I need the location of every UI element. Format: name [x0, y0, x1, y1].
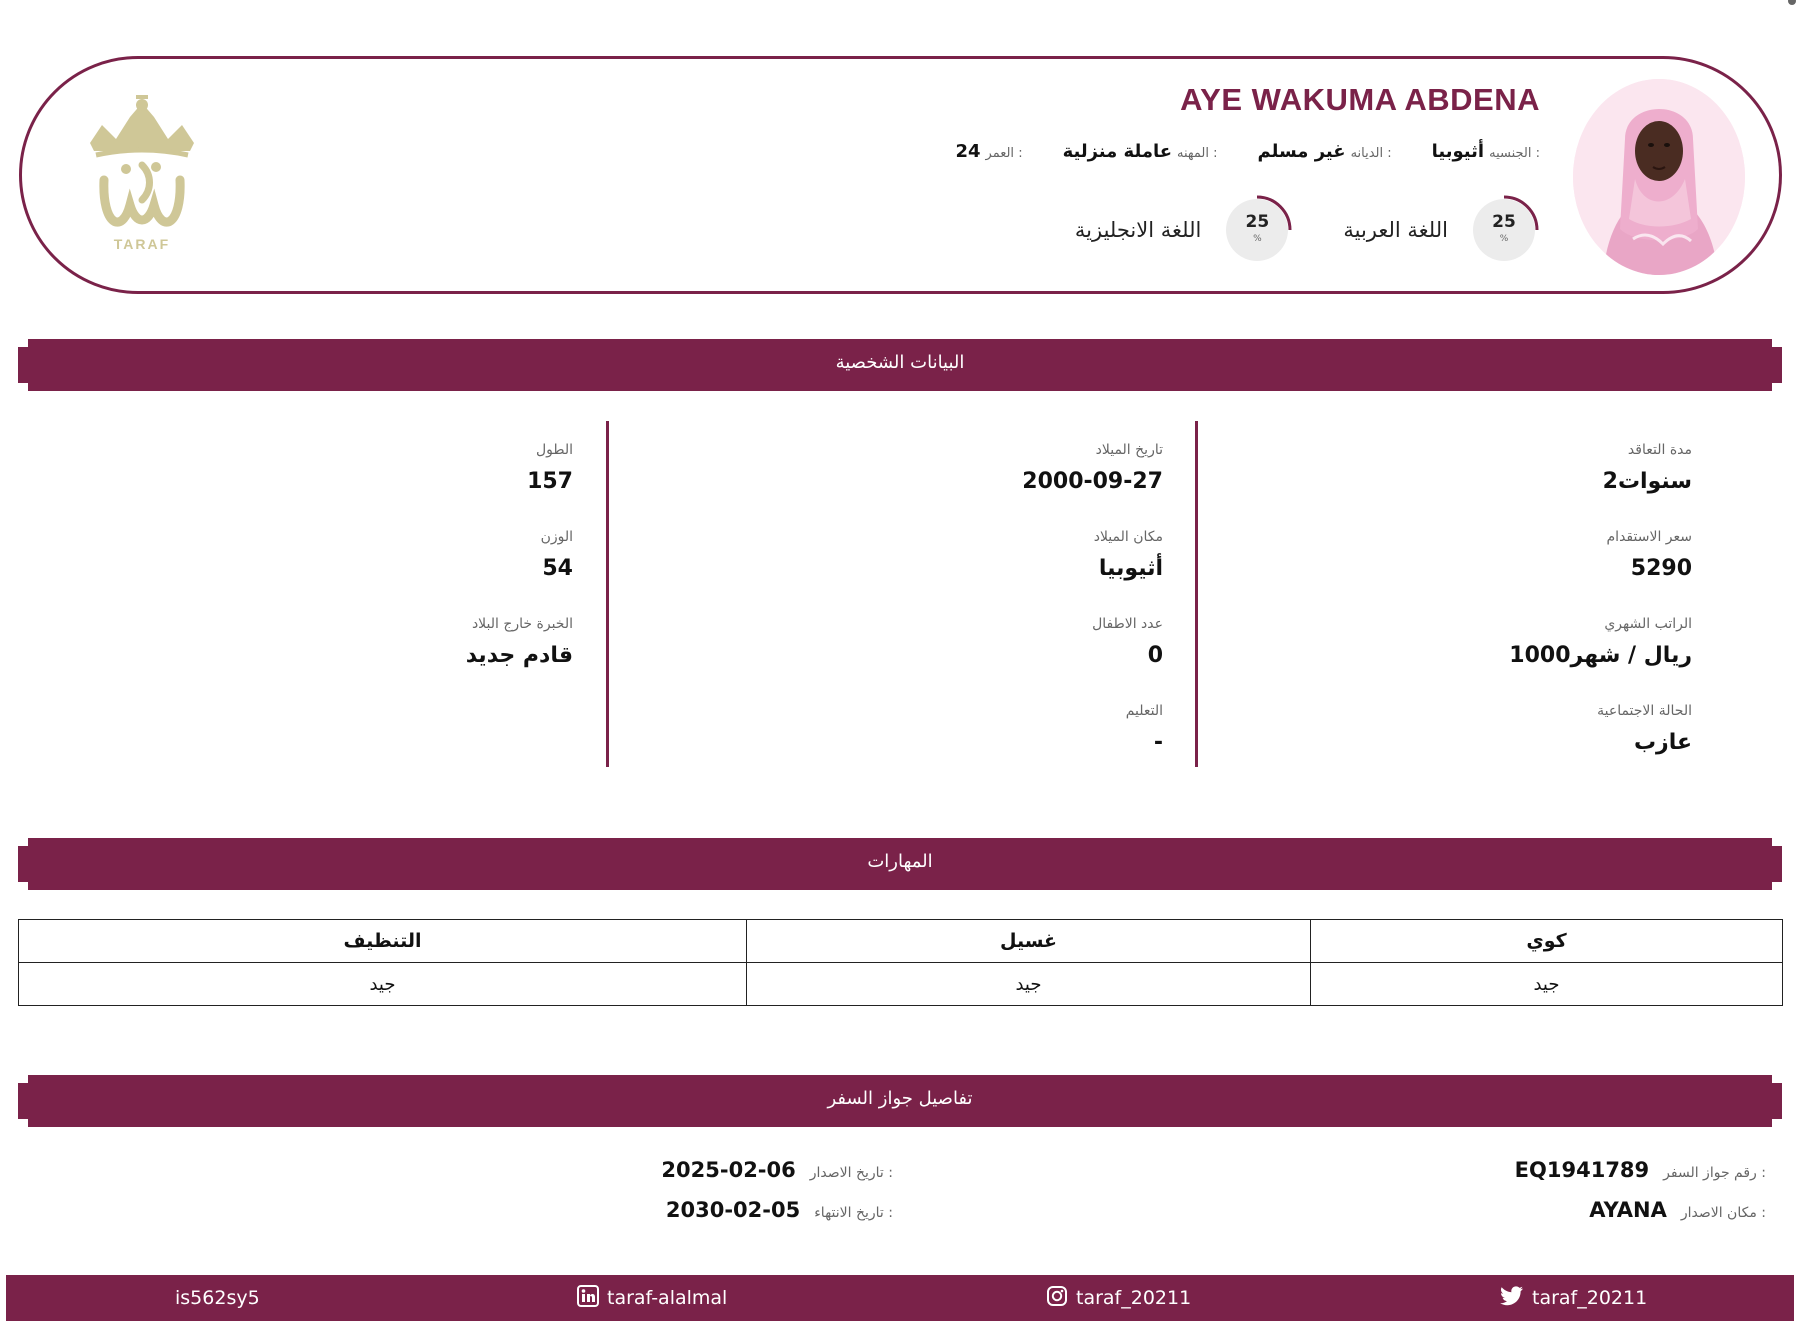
- language-skills-row: [1075, 194, 1540, 266]
- weight-label: الوزن: [540, 529, 573, 545]
- taraf-logo: [82, 95, 202, 257]
- expiry-date-value: 2030-02-05: [665, 1198, 801, 1222]
- personal-col-body: [466, 440, 573, 701]
- nationality-info: [1432, 141, 1540, 162]
- personal-data-section-bar: [18, 339, 1782, 391]
- personal-data-title: البيانات الشخصية: [835, 352, 965, 373]
- issue-place-value: AYANA: [1589, 1198, 1667, 1222]
- basic-info-row: [955, 138, 1540, 164]
- english-label: اللغة الانجليزية: [1074, 218, 1202, 242]
- profession-info: [1063, 141, 1218, 162]
- personal-col-contract: [1509, 440, 1692, 788]
- marital-status-label: الحالة الاجتماعية: [1597, 703, 1692, 719]
- experience-abroad-label: الخبرة خارج البلاد: [471, 616, 573, 632]
- corner-dot: [1788, 0, 1796, 5]
- passport-section-bar: [18, 1075, 1782, 1127]
- column-divider: [606, 421, 609, 767]
- height-label: الطول: [535, 442, 573, 458]
- issue-date-value: 2025-02-06: [661, 1158, 796, 1182]
- birth-date-value: 2000-09-27: [1022, 469, 1163, 494]
- footer-bar: [6, 1275, 1794, 1321]
- skill-washing-header: غسيل: [747, 920, 1311, 963]
- birth-place-field: [1022, 527, 1163, 586]
- linkedin-handle: taraf-alalmal: [607, 1287, 728, 1309]
- skills-title: المهارات: [867, 851, 933, 872]
- language-arabic: [1343, 194, 1540, 266]
- personal-col-birth: [1022, 440, 1163, 788]
- linkedin-icon: [577, 1285, 599, 1312]
- profession-value: عاملة منزلية: [1062, 140, 1173, 162]
- recruitment-price-value: 5290: [1630, 556, 1692, 581]
- column-divider: [1195, 421, 1198, 767]
- passport-number-label: رقم جواز السفر :: [1663, 1165, 1766, 1181]
- age-value: 24: [955, 140, 981, 162]
- twitter-link[interactable]: [1500, 1275, 1647, 1321]
- profession-label: المهنه :: [1177, 145, 1218, 161]
- birth-date-field: [1022, 440, 1163, 499]
- monthly-salary-label: الراتب الشهري: [1604, 616, 1692, 632]
- nationality-label: الجنسيه :: [1489, 145, 1540, 161]
- passport-title: تفاصيل جواز السفر: [827, 1088, 973, 1109]
- education-value: -: [1153, 730, 1163, 755]
- avatar: [1573, 79, 1745, 275]
- expiry-date-row: [666, 1198, 893, 1222]
- arabic-percent-value: 25: [1492, 212, 1516, 232]
- marital-status-field: [1509, 701, 1692, 760]
- monthly-salary-value: 1000ريال / شهر: [1509, 643, 1692, 668]
- nationality-value: أثيوبيا: [1431, 140, 1485, 162]
- children-count-field: [1022, 614, 1163, 673]
- religion-info: [1258, 141, 1392, 162]
- issue-place-label: مكان الاصدار :: [1680, 1205, 1766, 1221]
- arabic-progress-gauge: [1468, 194, 1540, 266]
- religion-label: الديانه :: [1350, 145, 1392, 161]
- instagram-handle: taraf_20211: [1076, 1287, 1192, 1309]
- english-percent-unit: %: [1253, 234, 1262, 244]
- passport-number-value: EQ1941789: [1514, 1158, 1650, 1182]
- skill-ironing-level: جيد: [1311, 963, 1783, 1006]
- contract-duration-field: [1509, 440, 1692, 499]
- education-field: [1022, 701, 1163, 760]
- contract-duration-label: مدة التعاقد: [1627, 442, 1692, 458]
- passport-number-row: [1515, 1158, 1766, 1182]
- age-info: [955, 141, 1022, 162]
- footer-code: [175, 1275, 260, 1321]
- skills-table: [18, 919, 1783, 1006]
- english-progress-gauge: [1221, 194, 1293, 266]
- recruitment-price-label: سعر الاستقدام: [1606, 529, 1692, 545]
- height-field: [466, 440, 573, 499]
- logo-text: TARAF: [113, 236, 171, 252]
- height-value: 157: [527, 469, 573, 494]
- age-label: العمر :: [985, 145, 1023, 161]
- issue-date-row: [661, 1158, 893, 1182]
- skills-level-row: [19, 963, 1783, 1006]
- instagram-icon: [1046, 1285, 1068, 1312]
- monthly-salary-field: [1509, 614, 1692, 673]
- children-count-value: 0: [1147, 643, 1163, 668]
- education-label: التعليم: [1125, 703, 1163, 719]
- issue-place-row: [1589, 1198, 1766, 1222]
- recruitment-price-field: [1509, 527, 1692, 586]
- footer-code-text: is562sy5: [175, 1287, 260, 1309]
- issue-date-label: تاريخ الاصدار :: [809, 1165, 893, 1181]
- skill-washing-level: جيد: [747, 963, 1311, 1006]
- expiry-date-label: تاريخ الانتهاء :: [814, 1205, 893, 1221]
- marital-status-value: عازب: [1633, 730, 1692, 755]
- skill-ironing-header: كوي: [1311, 920, 1783, 963]
- contract-duration-value: 2سنوات: [1602, 469, 1692, 494]
- weight-field: [466, 527, 573, 586]
- experience-abroad-field: [466, 614, 573, 673]
- instagram-link[interactable]: [1046, 1275, 1191, 1321]
- skills-header-row: [19, 920, 1783, 963]
- birth-place-label: مكان الميلاد: [1093, 529, 1163, 545]
- english-percent-value: 25: [1245, 212, 1270, 232]
- linkedin-link[interactable]: [577, 1275, 727, 1321]
- arabic-label: اللغة العربية: [1343, 218, 1448, 242]
- experience-abroad-value: قادم جديد: [465, 643, 573, 668]
- twitter-icon: [1500, 1286, 1524, 1311]
- arabic-percent-unit: %: [1499, 234, 1509, 244]
- religion-value: غير مسلم: [1257, 140, 1346, 162]
- twitter-handle: taraf_20211: [1532, 1287, 1648, 1309]
- birth-place-value: أثيوبيا: [1098, 556, 1163, 581]
- language-english: [1075, 194, 1293, 266]
- birth-date-label: تاريخ الميلاد: [1095, 442, 1163, 458]
- skill-cleaning-level: جيد: [19, 963, 747, 1006]
- candidate-name: AYE WAKUMA ABDENA: [1180, 82, 1540, 117]
- weight-value: 54: [542, 556, 573, 581]
- skills-section-bar: [18, 838, 1782, 890]
- skill-cleaning-header: التنظيف: [19, 920, 747, 963]
- children-count-label: عدد الاطفال: [1092, 616, 1163, 632]
